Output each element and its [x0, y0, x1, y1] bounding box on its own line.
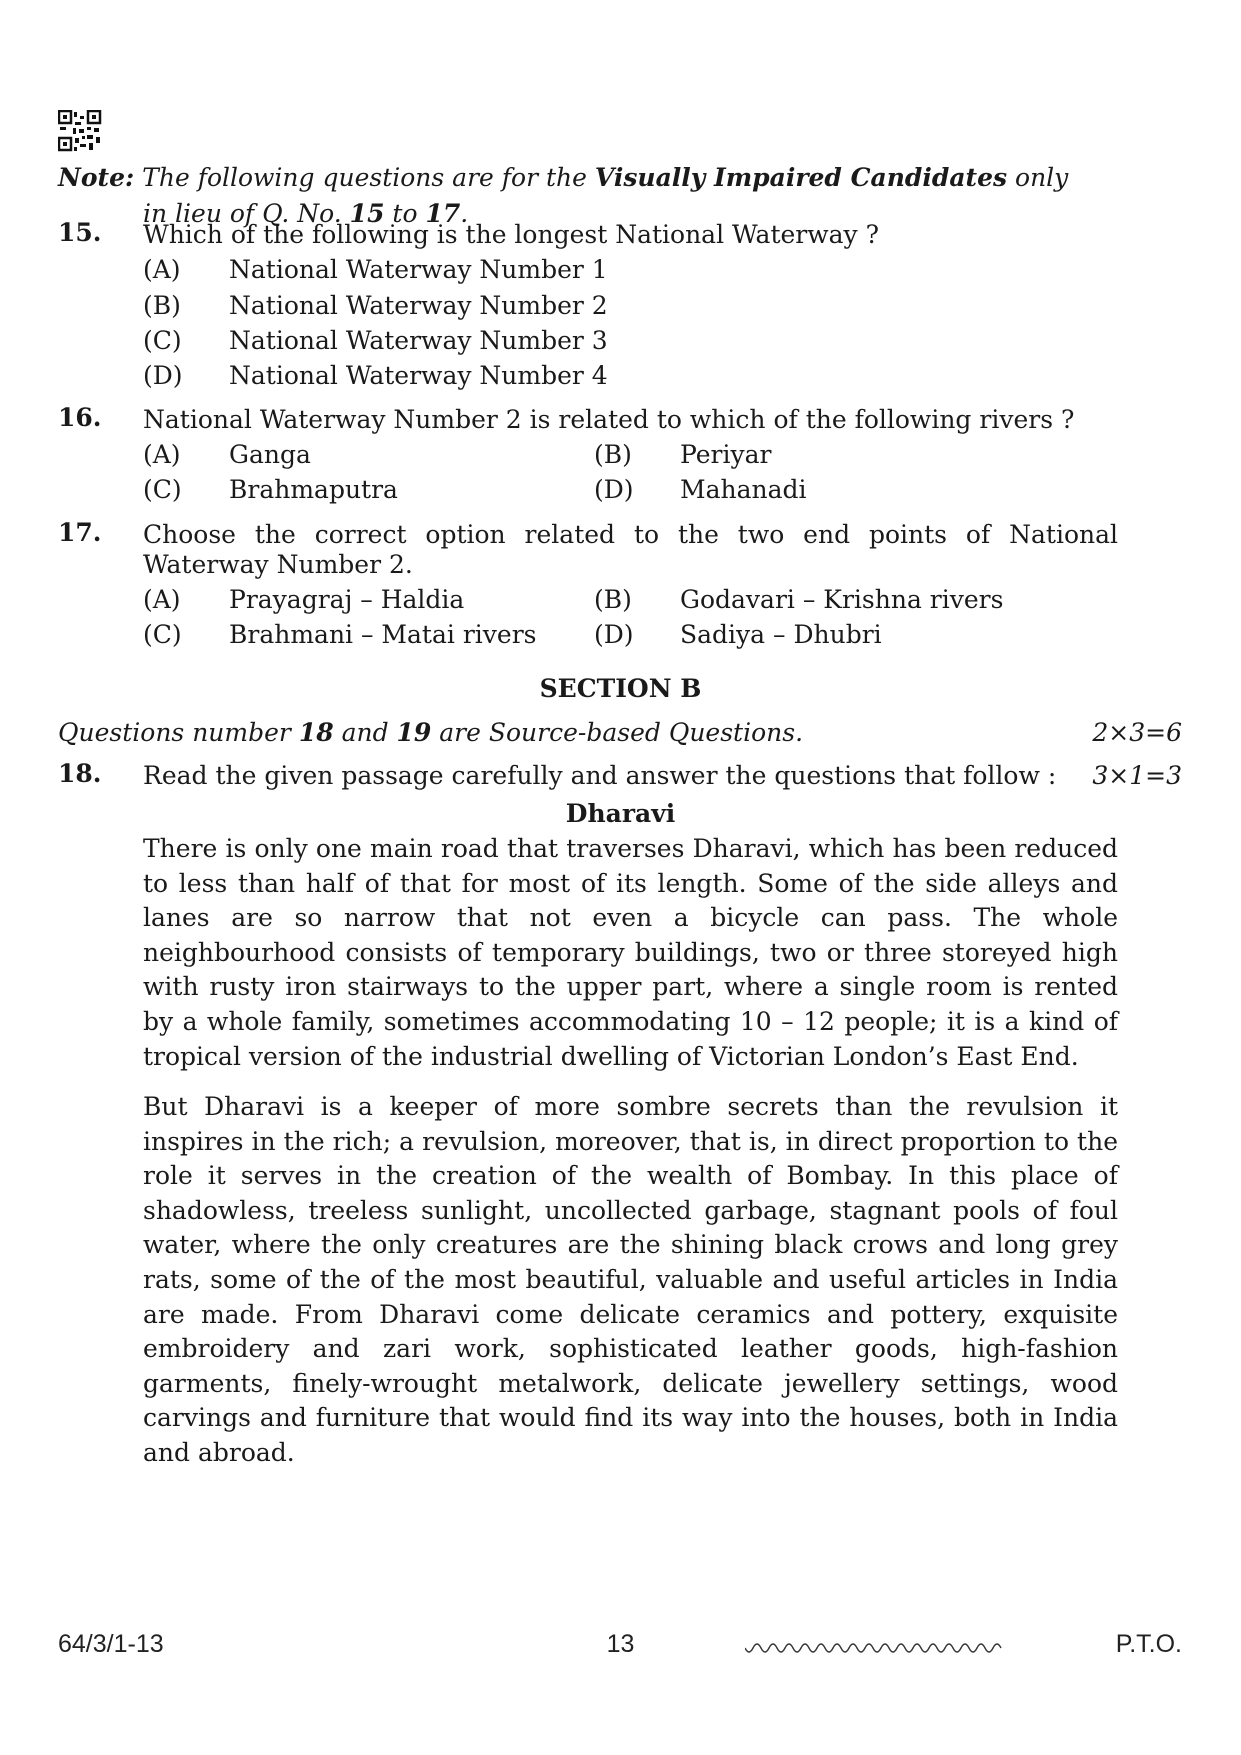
- question-number: 17.: [58, 518, 102, 547]
- option-text: Periyar: [680, 440, 772, 469]
- instr-text: Questions number: [58, 718, 291, 747]
- passage-title: Dharavi: [565, 799, 676, 828]
- question-marks: 3×1=3: [1092, 761, 1182, 790]
- option-label: (A): [143, 255, 181, 284]
- passage-paragraph-2: [143, 1090, 1118, 1471]
- option-label: (D): [143, 361, 183, 390]
- option-label: (C): [143, 620, 182, 649]
- option-d: [594, 473, 807, 507]
- question-text-line-1: Choose the correct option related to the two end points of National: [143, 520, 1118, 549]
- option-text: National Waterway Number 4: [229, 361, 608, 390]
- option-text: Prayagraj – Haldia: [229, 585, 465, 614]
- option-text: National Waterway Number 2: [229, 291, 608, 320]
- note-text: in lieu of Q. No.: [143, 199, 342, 228]
- option-a: [143, 583, 464, 617]
- option-label: (B): [594, 585, 632, 614]
- option-b: [143, 289, 608, 323]
- question-text: National Waterway Number 2 is related to which of the following rivers ?: [143, 405, 1075, 434]
- option-label: (A): [143, 440, 181, 469]
- option-d: [594, 618, 882, 652]
- option-text: Godavari – Krishna rivers: [680, 585, 1004, 614]
- note-emphasis: Visually Impaired Candidates: [594, 163, 1008, 192]
- option-a: [143, 253, 608, 287]
- instr-text: are Source-based Questions.: [439, 718, 804, 747]
- footer-page-number: 13: [606, 1630, 635, 1658]
- qr-code-icon: [58, 110, 102, 152]
- question-text-line-2: Waterway Number 2.: [143, 550, 413, 579]
- option-text: Sadiya – Dhubri: [680, 620, 882, 649]
- option-text: Brahmaputra: [229, 475, 398, 504]
- option-label: (A): [143, 585, 181, 614]
- note-label: Note:: [58, 163, 135, 192]
- note-text: to: [392, 199, 418, 228]
- footer-code: 64/3/1-13: [58, 1630, 164, 1658]
- instr-text: and: [341, 718, 389, 747]
- option-label: (D): [594, 620, 634, 649]
- question-number: 15.: [58, 218, 102, 247]
- instr-qnum: 19: [396, 718, 432, 747]
- note-text: The following questions are for the: [142, 163, 587, 192]
- question-number: 18.: [58, 759, 102, 788]
- section-title: SECTION B: [539, 674, 702, 703]
- option-a: [143, 438, 311, 472]
- section-instructions: [58, 716, 1118, 750]
- option-label: (C): [143, 475, 182, 504]
- note-text: .: [460, 199, 469, 228]
- paragraph-text: But Dharavi is a keeper of more sombre secrets than the revulsion it inspires in the rich; a revulsion, moreover, that is, in direct proportion to the role it serves in the creation of the wealth of Bombay. In this place of shadowless, treeless sunlight, uncollected garbage, stagnant pools of foul water, where the only creatures are the shining black crows and long grey rats, some of the of the most beautiful, valuable and useful articles in India are made. From Dharavi come delicate ceramics and pottery, exquisite embroidery and zari work, sophisticated leather goods, high-fashion garments, finely-wrought metalwork, delicate jewellery settings, wood carvings and furniture that would find its way into the houses, both in India and abroad.: [143, 1092, 1118, 1467]
- option-c: [143, 324, 608, 358]
- option-text: Brahmani – Matai rivers: [229, 620, 537, 649]
- note-qnum: 17: [425, 199, 461, 228]
- question-text: Which of the following is the longest National Waterway ?: [143, 220, 880, 249]
- option-d: [143, 359, 608, 393]
- passage-paragraph-1: [143, 832, 1118, 1074]
- option-c: [143, 618, 536, 652]
- question-number: 16.: [58, 403, 102, 432]
- option-b: [594, 583, 1003, 617]
- option-label: (C): [143, 326, 182, 355]
- question-text: Read the given passage carefully and answer the questions that follow :: [143, 761, 1057, 790]
- option-b: [594, 438, 771, 472]
- paragraph-text: There is only one main road that traverses Dharavi, which has been reduced to less than half of that for most of its length. Some of the side alleys and lanes are so narrow that not even a bicycle can pass. The whole neighbourhood consists of temporary buildings, two or three storeyed high with rusty iron stairways to the upper part, where a single room is rented by a whole family, sometimes accommodating 10 – 12 people; it is a kind of tropical version of the industrial dwelling of Victorian London’s East End.: [143, 834, 1118, 1071]
- option-label: (B): [143, 291, 181, 320]
- note-line-1: [58, 160, 1118, 196]
- option-text: Mahanadi: [680, 475, 807, 504]
- section-marks: 2×3=6: [1092, 718, 1182, 747]
- footer-pto: P.T.O.: [1115, 1630, 1182, 1658]
- wavy-line-icon: [745, 1637, 1005, 1655]
- option-label: (B): [594, 440, 632, 469]
- note-text: only: [1015, 163, 1069, 192]
- note-qnum: 15: [349, 199, 385, 228]
- option-text: National Waterway Number 3: [229, 326, 608, 355]
- option-text: National Waterway Number 1: [229, 255, 608, 284]
- option-label: (D): [594, 475, 634, 504]
- instr-qnum: 18: [298, 718, 334, 747]
- option-text: Ganga: [229, 440, 311, 469]
- option-c: [143, 473, 398, 507]
